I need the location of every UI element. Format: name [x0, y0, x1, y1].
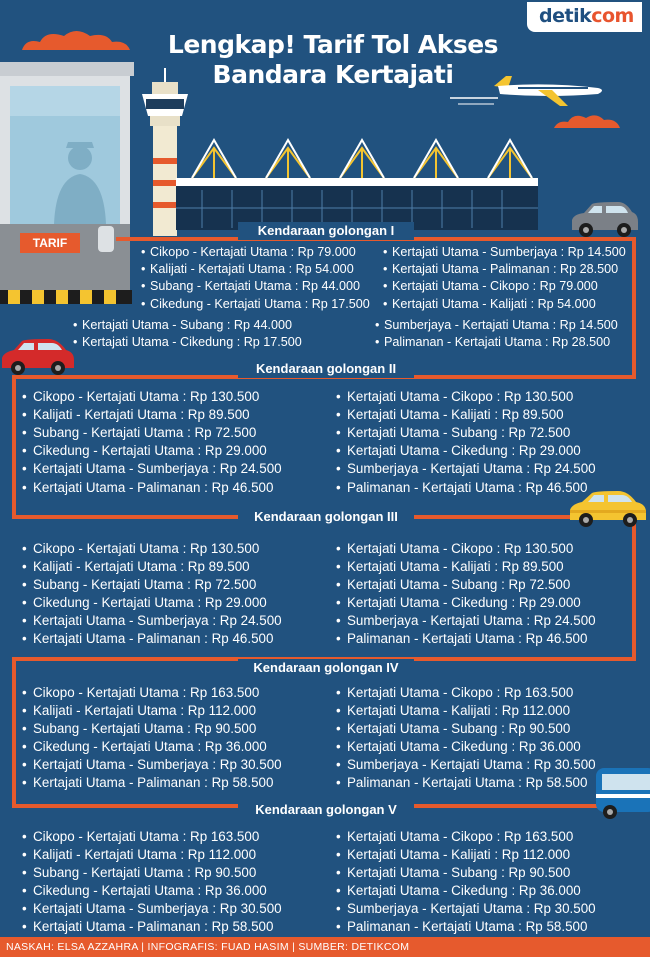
page-title: Lengkap! Tarif Tol Akses [167, 30, 499, 59]
list-item: • Kertajati Utama - Cikedung : Rp 36.000 [336, 738, 581, 756]
list-item: • Kalijati - Kertajati Utama : Rp 112.000 [22, 846, 256, 864]
list-item: • Kertajati Utama - Cikopo : Rp 130.500 [336, 388, 573, 406]
list-item: • Palimanan - Kertajati Utama : Rp 58.500 [336, 774, 587, 792]
list-item: • Cikopo - Kertajati Utama : Rp 130.500 [22, 540, 259, 558]
list-item: • Subang - Kertajati Utama : Rp 90.500 [22, 720, 256, 738]
list-item: • Kertajati Utama - Cikopo : Rp 130.500 [336, 540, 573, 558]
list-item: • Kertajati Utama - Cikopo : Rp 79.000 [383, 278, 598, 296]
road-line [632, 237, 636, 379]
list-item: • Cikopo - Kertajati Utama : Rp 163.500 [22, 684, 259, 702]
road-line [632, 515, 636, 661]
brand-logo: detikcom [527, 2, 642, 32]
airplane-icon [448, 72, 608, 110]
list-item: • Kertajati Utama - Cikedung : Rp 29.000 [336, 442, 581, 460]
list-item: • Cikedung - Kertajati Utama : Rp 17.500 [141, 296, 370, 314]
list-item: • Kertajati Utama - Sumberjaya : Rp 24.500 [22, 460, 282, 478]
list-item: • Kertajati Utama - Cikedung : Rp 17.500 [73, 334, 302, 352]
list-item: • Cikopo - Kertajati Utama : Rp 79.000 [141, 244, 356, 262]
list-item: • Sumberjaya - Kertajati Utama : Rp 24.500 [336, 612, 596, 630]
section-label-golongan-3: Kendaraan golongan III [238, 508, 414, 526]
list-item: • Kertajati Utama - Cikedung : Rp 36.000 [336, 882, 581, 900]
list-item: • Kalijati - Kertajati Utama : Rp 89.500 [22, 406, 250, 424]
cloud-icon [20, 28, 132, 52]
toll-booth-icon [0, 62, 134, 312]
tarif-label: TARIF [20, 233, 80, 253]
list-item: • Kertajati Utama - Palimanan : Rp 58.500 [22, 918, 273, 936]
bus-icon [594, 764, 650, 820]
list-item: • Cikopo - Kertajati Utama : Rp 163.500 [22, 828, 259, 846]
list-item: • Kertajati Utama - Kalijati : Rp 89.500 [336, 558, 564, 576]
list-item: • Kertajati Utama - Subang : Rp 90.500 [336, 720, 570, 738]
section-label-golongan-5: Kendaraan golongan V [238, 801, 414, 819]
list-item: • Kertajati Utama - Kalijati : Rp 112.000 [336, 702, 570, 720]
list-item: • Kertajati Utama - Cikedung : Rp 29.000 [336, 594, 581, 612]
footer-credits: NASKAH: ELSA AZZAHRA | INFOGRAFIS: FUAD HASIM | SUMBER: DETIKCOM [6, 941, 410, 953]
list-item: • Palimanan - Kertajati Utama : Rp 58.500 [336, 918, 587, 936]
list-item: • Cikopo - Kertajati Utama : Rp 130.500 [22, 388, 259, 406]
list-item: • Kalijati - Kertajati Utama : Rp 112.000 [22, 702, 256, 720]
section-label-golongan-4: Kendaraan golongan IV [238, 659, 414, 677]
list-item: • Kertajati Utama - Palimanan : Rp 58.500 [22, 774, 273, 792]
airport-terminal-icon [172, 138, 542, 230]
list-item: • Palimanan - Kertajati Utama : Rp 28.500 [375, 334, 610, 352]
list-item: • Palimanan - Kertajati Utama : Rp 46.500 [336, 630, 587, 648]
list-item: • Kalijati - Kertajati Utama : Rp 89.500 [22, 558, 250, 576]
list-item: • Kertajati Utama - Cikopo : Rp 163.500 [336, 828, 573, 846]
list-item: • Kertajati Utama - Palimanan : Rp 46.500 [22, 479, 273, 497]
list-item: • Subang - Kertajati Utama : Rp 72.500 [22, 424, 256, 442]
list-item: • Palimanan - Kertajati Utama : Rp 46.500 [336, 479, 587, 497]
list-item: • Cikedung - Kertajati Utama : Rp 36.000 [22, 738, 267, 756]
list-item: • Subang - Kertajati Utama : Rp 90.500 [22, 864, 256, 882]
road-line [12, 375, 16, 519]
list-item: • Cikedung - Kertajati Utama : Rp 29.000 [22, 442, 267, 460]
list-item: • Sumberjaya - Kertajati Utama : Rp 30.500 [336, 900, 596, 918]
list-item: • Kertajati Utama - Sumberjaya : Rp 14.500 [383, 244, 626, 262]
list-item: • Kertajati Utama - Sumberjaya : Rp 24.500 [22, 612, 282, 630]
list-item: • Kertajati Utama - Kalijati : Rp 112.000 [336, 846, 570, 864]
list-item: • Kertajati Utama - Sumberjaya : Rp 30.500 [22, 900, 282, 918]
list-item: • Kertajati Utama - Kalijati : Rp 54.000 [383, 296, 596, 314]
list-item: • Kertajati Utama - Subang : Rp 72.500 [336, 424, 570, 442]
list-item: • Kertajati Utama - Subang : Rp 72.500 [336, 576, 570, 594]
page-subtitle: Bandara Kertajati [212, 60, 454, 89]
list-item: • Kalijati - Kertajati Utama : Rp 54.000 [141, 261, 354, 279]
cloud-icon [552, 112, 622, 130]
list-item: • Kertajati Utama - Cikopo : Rp 163.500 [336, 684, 573, 702]
list-item: • Kertajati Utama - Palimanan : Rp 28.500 [383, 261, 618, 279]
list-item: • Kertajati Utama - Kalijati : Rp 89.500 [336, 406, 564, 424]
red-car-icon [0, 336, 76, 376]
list-item: • Kertajati Utama - Subang : Rp 44.000 [73, 317, 292, 335]
list-item: • Subang - Kertajati Utama : Rp 72.500 [22, 576, 256, 594]
grey-car-icon [568, 200, 640, 238]
list-item: • Sumberjaya - Kertajati Utama : Rp 24.500 [336, 460, 596, 478]
list-item: • Kertajati Utama - Palimanan : Rp 46.500 [22, 630, 273, 648]
list-item: • Cikedung - Kertajati Utama : Rp 29.000 [22, 594, 267, 612]
list-item: • Cikedung - Kertajati Utama : Rp 36.000 [22, 882, 267, 900]
list-item: • Sumberjaya - Kertajati Utama : Rp 14.500 [375, 317, 618, 335]
list-item: • Kertajati Utama - Subang : Rp 90.500 [336, 864, 570, 882]
road-line [12, 657, 16, 808]
list-item: • Sumberjaya - Kertajati Utama : Rp 30.500 [336, 756, 596, 774]
section-label-golongan-1: Kendaraan golongan I [238, 222, 414, 240]
list-item: • Subang - Kertajati Utama : Rp 44.000 [141, 278, 360, 296]
list-item: • Kertajati Utama - Sumberjaya : Rp 30.500 [22, 756, 282, 774]
section-label-golongan-2: Kendaraan golongan II [238, 360, 414, 378]
footer-bar [0, 937, 650, 957]
